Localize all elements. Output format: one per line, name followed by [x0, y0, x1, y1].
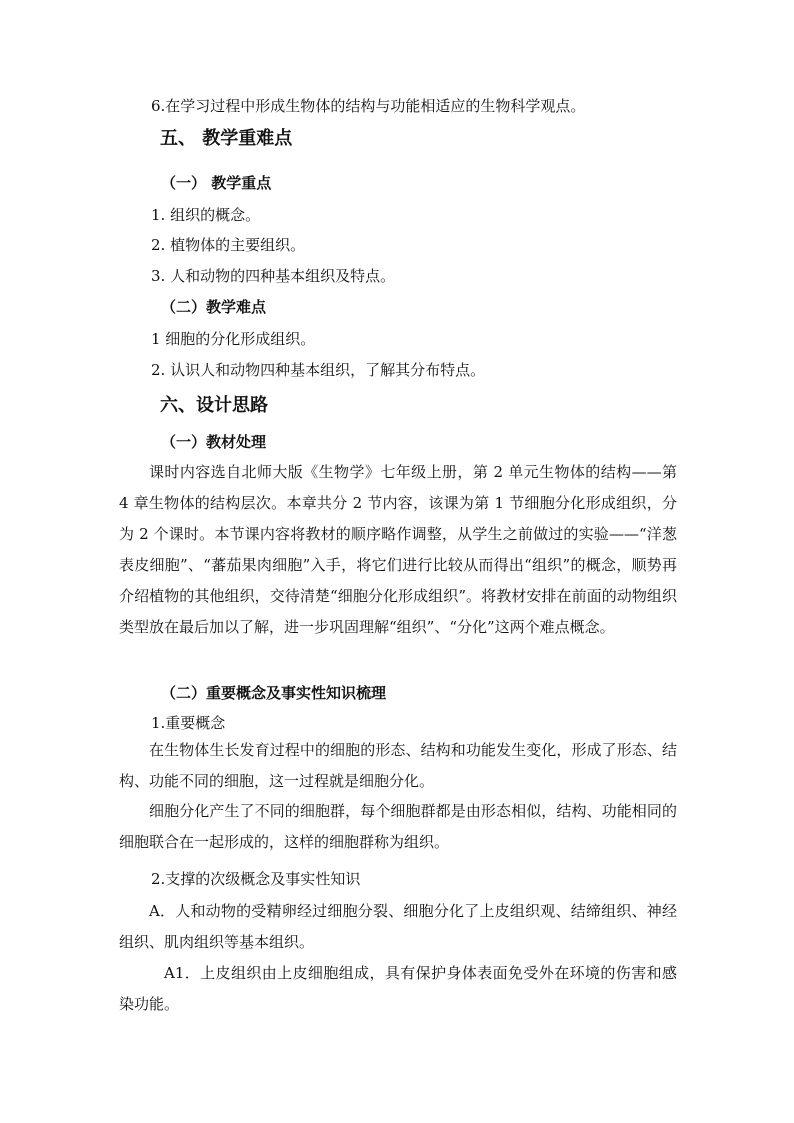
- subheading-textbook: （一）教材处理: [161, 433, 267, 451]
- subheading-difficult-points: （二）教学难点: [161, 298, 267, 316]
- paragraph-differentiation: 在生物体生长发育过程中的细胞的形态、结构和功能发生变化，形成了形态、结构、功能不同的细胞，这一过程就是细胞分化。: [119, 741, 677, 790]
- concept-heading-2: 2.支撑的次级概念及事实性知识: [151, 870, 361, 888]
- section-heading-design: 六、设计思路: [160, 395, 268, 416]
- paragraph-a1: A1．上皮组织由上皮细胞组成，具有保护身体表面免受外在环境的伤害和感染功能。: [119, 964, 677, 1013]
- objective-6: 6.在学习过程中形成生物体的结构与功能相适应的生物科学观点。: [151, 97, 586, 115]
- key-point-2: 2. 植物体的主要组织。: [151, 236, 306, 254]
- difficult-point-1: 1 细胞的分化形成组织。: [151, 330, 316, 348]
- subheading-concepts: （二）重要概念及事实性知识梳理: [161, 684, 387, 702]
- paragraph-textbook: 课时内容选自北师大版《生物学》七年级上册，第 2 单元生物体的结构——第 4 章生物体的结构层次。本章共分 2 节内容，该课为第 1 节细胞分化形成组织，分为 2 个课时。本节课内容将教材的顺序略作调整，从学生之前做过的实验——“洋葱表皮细胞”、“蕃茄果肉细胞”入手，将它们进行比较从而得出“组织”的概念，顺势再介绍植物的其他组织，交待清楚“细胞分化形成组织”。将教材安排在前面的动物组织类型放在最后加以了解，进一步巩固理解“组织”、“分化”这两个难点概念。: [119, 463, 677, 636]
- concept-heading-1: 1.重要概念: [151, 714, 226, 732]
- key-point-3: 3. 人和动物的四种基本组织及特点。: [151, 267, 396, 285]
- subheading-key-points: （一） 教学重点: [161, 174, 272, 192]
- section-heading-difficulties: 五、 教学重难点: [160, 128, 293, 149]
- paragraph-tissue: 细胞分化产生了不同的细胞群，每个细胞群都是由形态相似，结构、功能相同的细胞联合在一起形成的，这样的细胞群称为组织。: [119, 802, 677, 851]
- difficult-point-2: 2. 认识人和动物四种基本组织，了解其分布特点。: [151, 361, 486, 379]
- key-point-1: 1. 组织的概念。: [151, 206, 261, 224]
- paragraph-a: A．人和动物的受精卵经过细胞分裂、细胞分化了上皮组织观、结缔组织、神经组织、肌肉组织等基本组织。: [119, 902, 677, 951]
